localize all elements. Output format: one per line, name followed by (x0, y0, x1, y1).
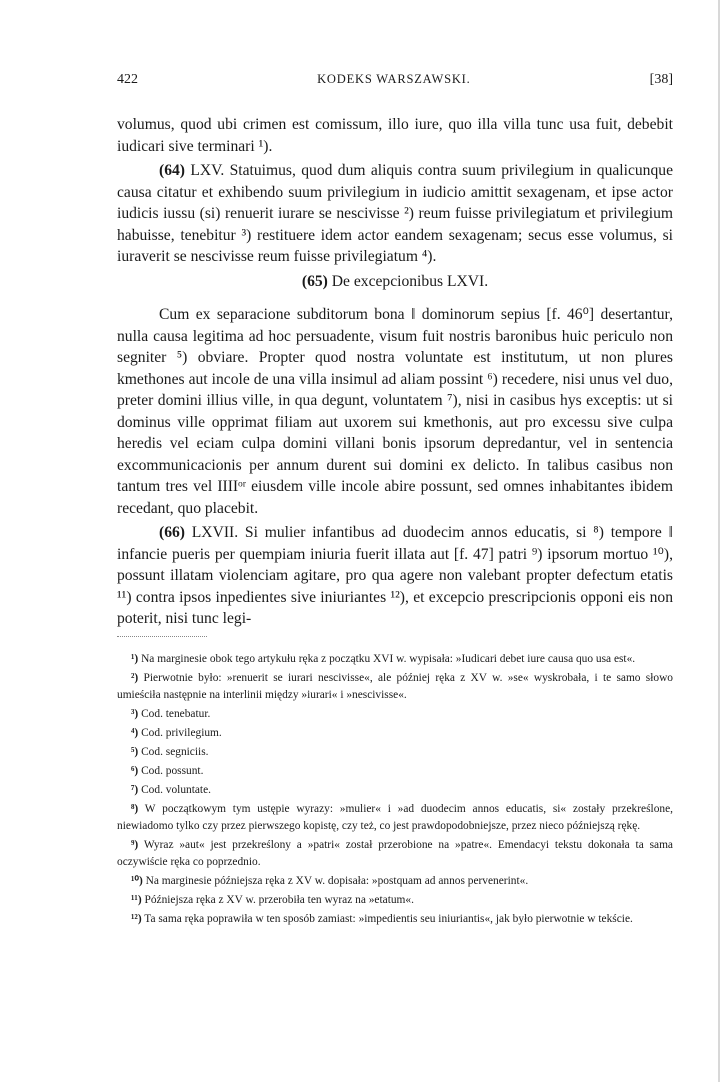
article-text: LXVII. Si mulier infantibus ad duodecim annos educatis, si ⁸) tempore ‖ infancie pueris per quempiam iniuria fuerit illata aut [f. 47] patri ⁹) ipsorum mortuo ¹⁰), possunt illatam violenciam agitare, pro qua agere non valebant propter defectum etatis ¹¹) contra ipsos inpedientes sive iniuriantes ¹²), et excepcio prescripcionis opponi eis non poterit, nisi tunc legi- (117, 524, 673, 627)
heading-number: (65) (301, 272, 328, 290)
footnote-mark: ⁸) (131, 802, 139, 815)
article-66: Cum ex separacione subditorum bona ‖ dominorum sepius [f. 46⁰] desertantur, nulla causa legitima ad hoc persuadente, visum fuit nostris baronibus huic periculo non segniter ⁵) obviare. Propter quod nostra voluntate est institutum, ut non plures kmethones aut incole de una villa insimul ad aliam possint ⁶) recedere, nisi unus vel duo, preter domini illius ville, in qua degunt, voluntatem ⁷), nisi in casibus hys exceptis: ut si dominus ville opprimat filiam aut uxorem sui kmethonis, aut pro excessu sive culpa heredis vel eciam culpa domini villani bonis ipsorum depredantur, vel in sentencia excommunicacionis per annum durent sui domini ex delicto. In talibus casibus non tantum tres vel IIIIᵒʳ eiusdem ville incole abire possunt, sed omnes inhabitantes ibidem recedant, quo placebit. (117, 306, 673, 517)
footnote-mark: ¹²) (131, 912, 142, 925)
footnote-text: Na marginesie obok tego artykułu ręka z początku XVI w. wypisała: »Iudicari debet iure causa quo usa est«. (141, 652, 636, 665)
footnote-text: Pierwotnie było: »renuerit se iurari nescivisse«, ale później ręka z XV w. »se« wyskrobała, i te samo słowo umieściła następnie na interlinii między »iurari« i »nescivisse«. (117, 671, 673, 701)
footnote (117, 782, 673, 799)
footnote (117, 892, 673, 909)
footnote-mark: ³) (131, 707, 139, 720)
running-header (117, 72, 673, 88)
footnote-text: Cod. privilegium. (141, 726, 222, 739)
article-67 (117, 522, 673, 630)
footnotes (117, 651, 673, 928)
footnote-text: Cod. possunt. (141, 764, 204, 777)
footnote (117, 837, 673, 871)
main-text (117, 114, 673, 630)
footnote-mark: ⁴) (131, 726, 139, 739)
footnote (117, 670, 673, 704)
footnote-text: Na marginesie późniejsza ręka z XV w. dopisała: »postquam ad annos pervenerint«. (145, 874, 529, 887)
footnote-mark: ⁵) (131, 745, 139, 758)
footnote (117, 873, 673, 890)
section-heading (117, 271, 673, 293)
article-number: (66) (159, 524, 185, 541)
article-text: LXV. Statuimus, quod dum aliquis contra suum privilegium in qualicunque causa citatur et exhibendo suum privilegium in iudicio amittit sexagenam, et ipse actor iudicis iussu (si) renuerit iurare se nescivisse ²) reum fuisse privilegiatum et privilegium habuisse, tenebitur ³) restituere idem actor eandem sexagenam; secus esse volumus, si iuraverit se nescivisse reum fuisse privilegiatum ⁴). (117, 162, 673, 265)
footnote-text: Ta sama ręka poprawiła w ten sposób zamiast: »impedientis seu iniuriantis«, jak było pierwotnie w tekście. (144, 912, 633, 925)
page-number: 422 (117, 72, 138, 87)
footnote-text: Wyraz »aut« jest przekreślony a »patri« został przerobione na »patre«. Emendacyi tekstu dokonała ta sama oczywiście ręka co poprzednio. (117, 838, 673, 868)
running-title: KODEKS WARSZAWSKI. (317, 72, 471, 86)
footnote-separator (117, 636, 207, 637)
footnote (117, 651, 673, 668)
footnote-mark: ⁷) (131, 783, 139, 796)
article-number: (64) (159, 162, 185, 179)
footnote-mark: ²) (131, 671, 139, 684)
footnote-mark: ⁹) (131, 838, 139, 851)
footnote (117, 744, 673, 761)
article-65 (117, 160, 673, 268)
heading-text: De excepcionibus LXVI. (327, 272, 489, 290)
footnote-mark: ¹) (131, 652, 139, 665)
footnote-text: W początkowym tym ustępie wyrazy: »mulier« i »ad duodecim annos educatis, si« zostały przekreślone, niewiadomo tylko czy przez pierwszego kopistę, czy też, co jest prawdopodobniejsze, przez nieco późniejszą rękę. (117, 802, 673, 832)
document-page (117, 72, 673, 930)
footnote-mark: ¹¹) (131, 893, 142, 906)
footnote (117, 725, 673, 742)
section-number: [38] (649, 72, 673, 87)
paragraph-continuation: volumus, quod ubi crimen est comissum, illo iure, quo illa villa tunc usa fuit, debebit iudicari sive terminari ¹). (117, 116, 673, 155)
footnote-text: Późniejsza ręka z XV w. przerobiła ten wyraz na »etatum«. (144, 893, 414, 906)
footnote-mark: ⁶) (131, 764, 139, 777)
footnote-text: Cod. voluntate. (141, 783, 211, 796)
footnote (117, 706, 673, 723)
footnote-mark: ¹⁰) (131, 874, 143, 887)
footnote-text: Cod. tenebatur. (141, 707, 211, 720)
footnote (117, 763, 673, 780)
footnote (117, 911, 673, 928)
footnote-text: Cod. segniciis. (141, 745, 209, 758)
footnote (117, 801, 673, 835)
